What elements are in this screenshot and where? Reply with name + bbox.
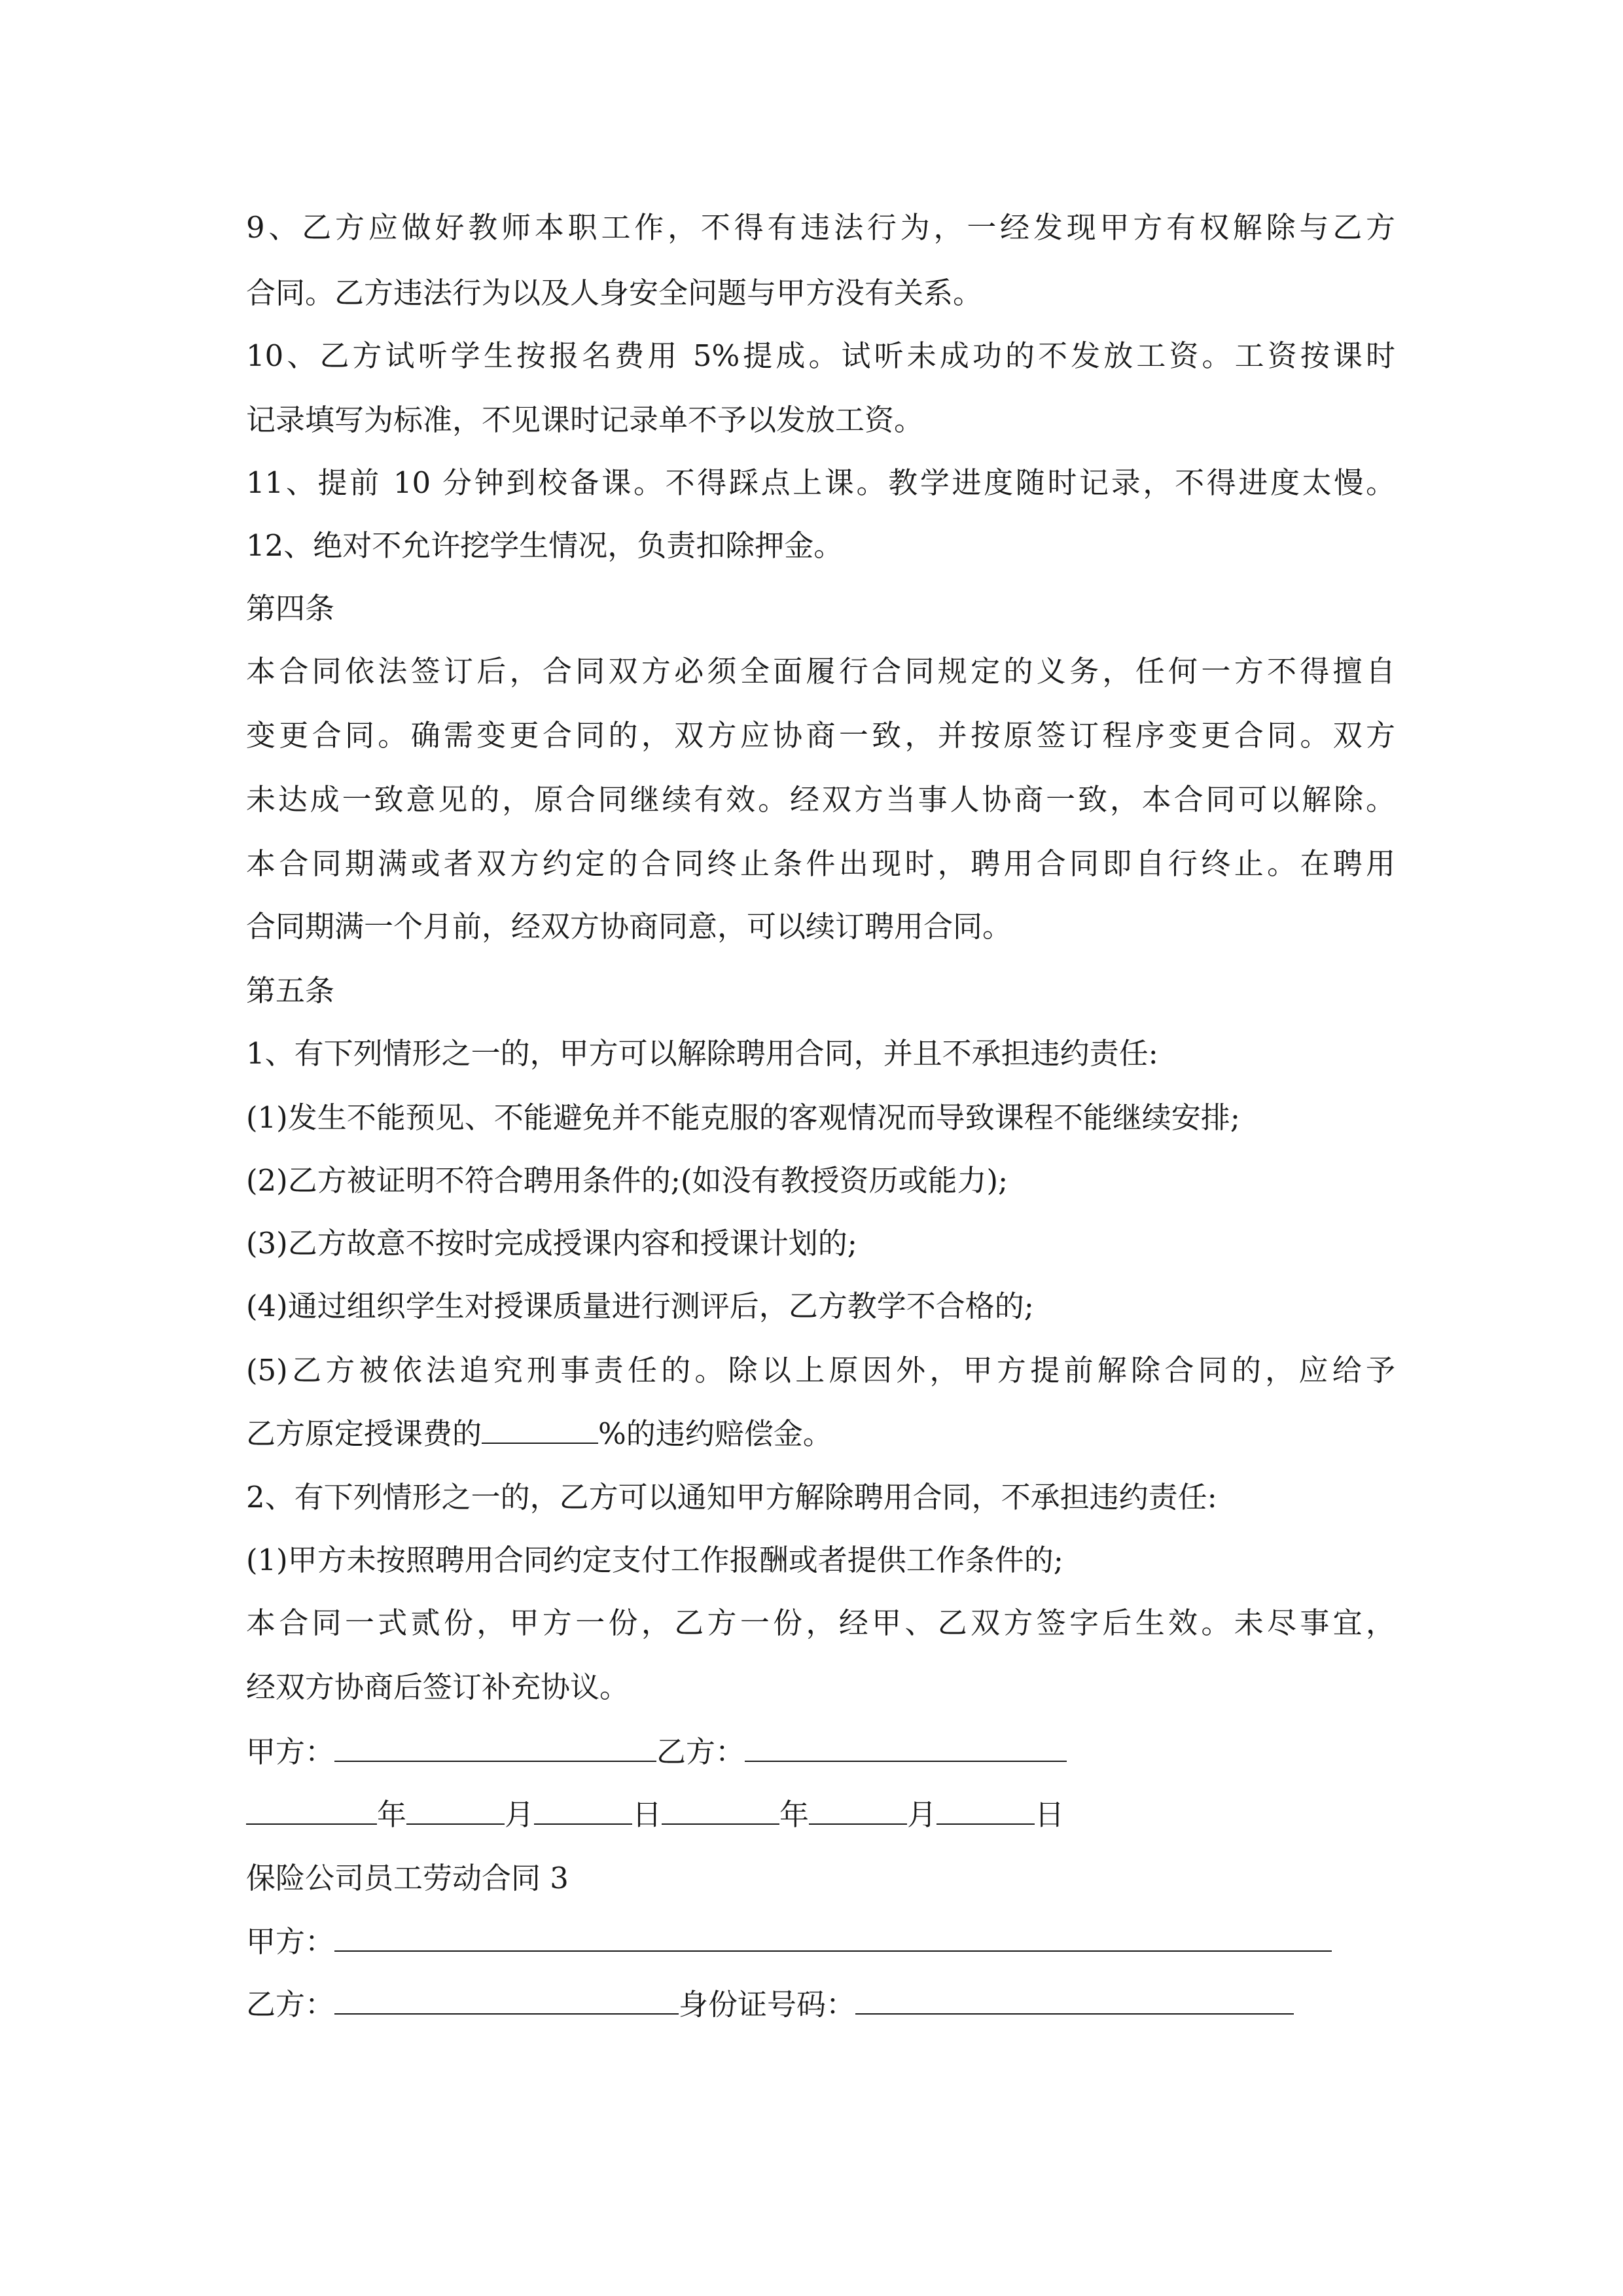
party-a-label: 甲方： — [246, 1734, 335, 1769]
clause5-item2-sub1: (1)甲方未按照聘用合同约定支付工作报酬或者提供工作条件的; — [246, 1543, 1063, 1577]
item12: 12、绝对不允许挖学生情况，负责扣除押金。 — [246, 528, 844, 563]
party-a-year-blank[interactable] — [246, 1795, 377, 1825]
clause5-sub3: (3)乙方故意不按时完成授课内容和授课计划的; — [246, 1226, 857, 1261]
party-b-day-label: 日 — [1035, 1797, 1065, 1832]
party-b-month-blank[interactable] — [809, 1795, 907, 1825]
party-b-blank[interactable] — [745, 1732, 1067, 1762]
party-a-day-blank[interactable] — [534, 1795, 632, 1825]
clause4-line1: 本合同依法签订后，合同双方必须全面履行合同规定的义务，任何一方不得擅自 — [246, 654, 1395, 689]
item9-line1: 9、乙方应做好教师本职工作，不得有违法行为，一经发现甲方有权解除与乙方 — [246, 210, 1395, 245]
signature-dates — [246, 1795, 1064, 1835]
id-number-blank[interactable] — [855, 1984, 1294, 2015]
next-party-a-label: 甲方： — [246, 1924, 335, 1959]
clause5-sub1: (1)发生不能预见、不能避免并不能克服的客观情况而导致课程不能继续安排; — [246, 1100, 1240, 1135]
id-number-label: 身份证号码： — [679, 1987, 856, 2022]
party-b-year-blank[interactable] — [662, 1795, 779, 1825]
next-party-b-label: 乙方： — [246, 1987, 335, 2022]
party-b-day-blank[interactable] — [936, 1795, 1035, 1825]
clause4-line3: 未达成一致意见的，原合同继续有效。经双方当事人协商一致，本合同可以解除。 — [246, 782, 1395, 817]
compensation-text-after: %的违约赔偿金。 — [598, 1416, 832, 1451]
next-contract-party-b — [246, 1984, 1294, 2024]
item9-line2: 合同。乙方违法行为以及人身安全问题与甲方没有关系。 — [246, 276, 983, 310]
party-a-day-label: 日 — [632, 1797, 662, 1832]
party-b-month-label: 月 — [907, 1797, 937, 1832]
party-a-blank[interactable] — [334, 1732, 656, 1762]
item10-line1: 10、乙方试听学生按报名费用 5%提成。试听未成功的不发放工资。工资按课时 — [246, 338, 1395, 373]
party-a-year-label: 年 — [377, 1797, 407, 1832]
clause4-heading: 第四条 — [246, 591, 335, 626]
final-line2: 经双方协商后签订补充协议。 — [246, 1670, 630, 1704]
clause4-line5: 合同期满一个月前，经双方协商同意，可以续订聘用合同。 — [246, 909, 1012, 944]
item10-line2: 记录填写为标准，不见课时记录单不予以发放工资。 — [246, 403, 924, 437]
party-b-year-label: 年 — [779, 1797, 810, 1832]
compensation-text-before: 乙方原定授课费的 — [246, 1416, 482, 1451]
clause5-item1: 1、有下列情形之一的，甲方可以解除聘用合同，并且不承担违约责任: — [246, 1036, 1158, 1071]
compensation-percent-blank[interactable] — [482, 1414, 598, 1444]
clause5-sub4: (4)通过组织学生对授课质量进行测评后，乙方教学不合格的; — [246, 1289, 1034, 1323]
next-party-a-blank[interactable] — [334, 1922, 1332, 1952]
party-a-month-blank[interactable] — [406, 1795, 505, 1825]
clause4-line2: 变更合同。确需变更合同的，双方应协商一致，并按原签订程序变更合同。双方 — [246, 718, 1395, 753]
final-line1: 本合同一式贰份，甲方一份，乙方一份，经甲、乙双方签字后生效。未尽事宜， — [246, 1605, 1395, 1640]
clause4-line4: 本合同期满或者双方约定的合同终止条件出现时，聘用合同即自行终止。在聘用 — [246, 846, 1395, 881]
party-b-label: 乙方： — [656, 1734, 745, 1769]
clause5-heading: 第五条 — [246, 973, 335, 1008]
party-a-month-label: 月 — [505, 1797, 535, 1832]
clause5-sub5-continued — [246, 1414, 832, 1454]
clause5-sub5: (5)乙方被依法追究刑事责任的。除以上原因外，甲方提前解除合同的，应给予 — [246, 1353, 1395, 1388]
next-party-b-blank[interactable] — [334, 1984, 679, 2015]
next-contract-title: 保险公司员工劳动合同 3 — [246, 1861, 569, 1895]
item11: 11、提前 10 分钟到校备课。不得踩点上课。教学进度随时记录，不得进度太慢。 — [246, 465, 1395, 500]
next-contract-party-a — [246, 1922, 1332, 1962]
signature-parties — [246, 1732, 1067, 1772]
clause5-item2: 2、有下列情形之一的，乙方可以通知甲方解除聘用合同，不承担违约责任: — [246, 1480, 1217, 1515]
clause5-sub2: (2)乙方被证明不符合聘用条件的;(如没有教授资历或能力); — [246, 1163, 1008, 1198]
